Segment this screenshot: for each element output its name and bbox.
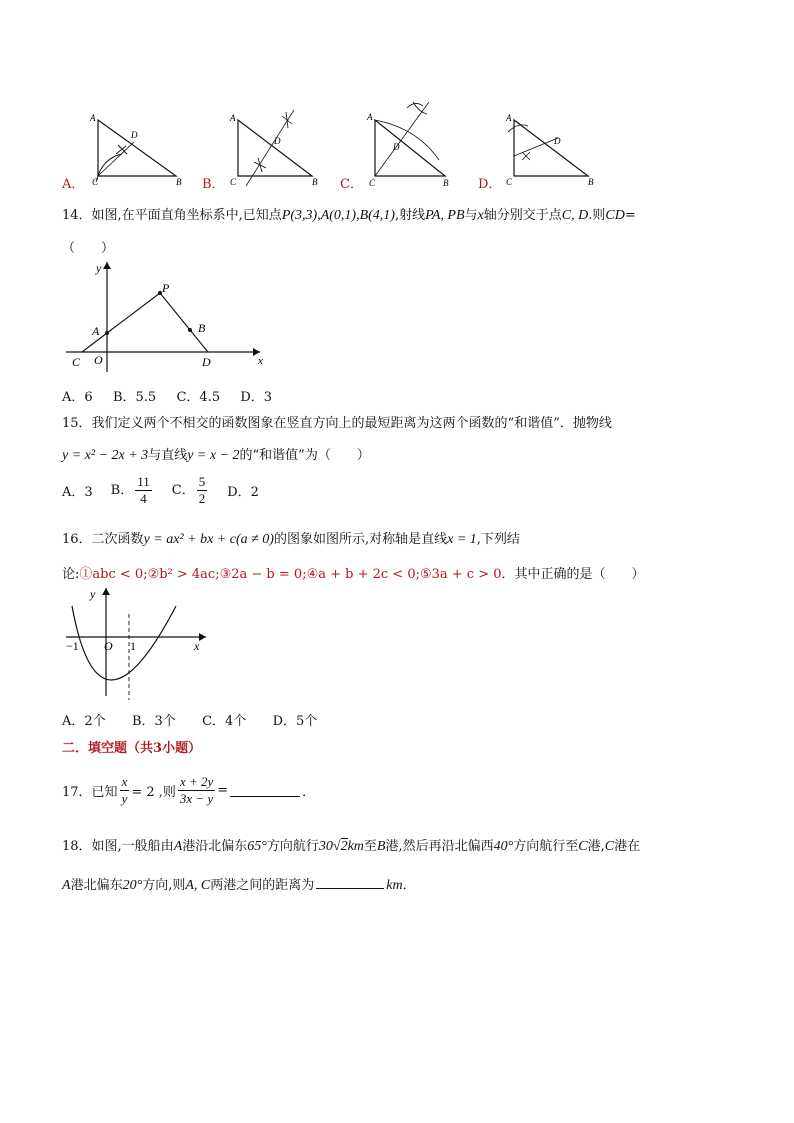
q18-deg1: 65° (247, 839, 267, 854)
q15-line: y = x − 2 (187, 448, 240, 463)
q14-point-p: P(3,3), (281, 208, 321, 223)
q13a-label-a: A (90, 113, 96, 123)
q14-rays: PA, PB (425, 208, 465, 223)
q18-deg3: 20° (122, 878, 143, 893)
q16-axis: x = 1 (447, 532, 477, 547)
q16-options (62, 710, 317, 729)
q14-paren: （ ） (62, 241, 115, 256)
q18-dist (319, 838, 348, 854)
q17-eq2: = 2 ,则 (131, 784, 176, 800)
q13d-label-d: D (554, 136, 561, 146)
q14-figure (60, 258, 280, 376)
q18-line1 (62, 835, 640, 855)
q16-figure (60, 584, 220, 702)
q13a-label-b: B (176, 177, 182, 187)
q15-line2 (62, 444, 370, 464)
q13d-label-b: B (588, 177, 594, 187)
q15-option-c[interactable] (172, 474, 209, 507)
q14-fig-d: D (202, 355, 211, 369)
q15-option-c-den: 2 (198, 491, 206, 506)
q18-b: B (376, 839, 386, 854)
q16-c4: ;④a + b + 2c < 0 (302, 567, 416, 582)
q13-option-d[interactable]: D． (478, 177, 502, 192)
q13-figure-c (365, 100, 485, 190)
q13b-label-d: D (274, 136, 281, 146)
q18-number: 18． (62, 839, 92, 854)
q17-frac1-den: y (121, 790, 128, 806)
q18-end: ． (402, 878, 416, 893)
q18-t9: 港北偏东 (70, 878, 123, 893)
q13d-label-a: A (506, 113, 512, 123)
q13-figure-d (504, 108, 614, 188)
q15-option-b-num: 11 (137, 474, 150, 489)
q13-figure-a (88, 112, 208, 187)
q14-option-d[interactable]: D．3 (240, 390, 273, 405)
q18-c2: C (604, 839, 615, 854)
q15-option-b[interactable] (111, 474, 154, 507)
q14-fig-y: y (96, 261, 102, 275)
q13b-label-b: B (312, 177, 318, 187)
q16-lun: 论: (62, 567, 80, 582)
q17-number: 17． (62, 784, 92, 800)
q17-eq: = (217, 782, 229, 798)
q16-fig-o: O (104, 639, 113, 653)
q14-text-2: ,射线 (394, 208, 426, 223)
q14-point-b: B(4,1) (359, 208, 395, 223)
q18-t8: 港在 (614, 839, 641, 854)
q16-func: y = ax² + bx + c(a ≠ 0) (143, 532, 274, 547)
q15-options (62, 474, 259, 507)
section-2-title: 二．填空题（共 (62, 741, 154, 756)
q14-fig-a: A (92, 324, 100, 338)
q13b-label-a: A (230, 113, 236, 123)
section-2-title2: 小题） (162, 741, 202, 756)
q16-c5: ;⑤3a + c > 0 (415, 567, 502, 582)
q17-frac2 (178, 774, 215, 807)
q14-eq: = (624, 208, 636, 223)
q13-option-a[interactable]: A． (62, 177, 85, 192)
section-2-heading (62, 737, 201, 756)
q14-text-4: 轴分别交于点 (483, 208, 562, 223)
q17-answer-blank[interactable] (230, 784, 300, 797)
q16-line2 (62, 563, 645, 582)
q14-fig-x: x (258, 355, 263, 367)
q18-answer-blank[interactable] (316, 876, 384, 889)
q14-fig-c: C (72, 355, 81, 369)
q14-fig-p: P (162, 281, 170, 295)
q15-option-b-den: 4 (140, 491, 147, 506)
q15-option-c-frac (197, 474, 208, 507)
q16-option-a[interactable]: A．2个 (62, 714, 106, 729)
q14-options (62, 386, 272, 405)
q18-deg2: 40° (493, 839, 514, 854)
q18-dist-a: 30 (318, 839, 333, 854)
q18-ac: A, C (185, 878, 211, 893)
q16-c1: ①abc < 0 (79, 567, 144, 582)
q16-fig-one: 1 (130, 639, 136, 653)
q18-t2: 港沿北偏东 (182, 839, 248, 854)
q18-t10: 方向,则 (142, 878, 186, 893)
q18-unit2: km (386, 878, 403, 893)
q16-line1 (62, 528, 520, 548)
q16-c3: ;③2a − b = 0 (215, 567, 303, 582)
q18-a: A (173, 839, 183, 854)
q15-option-c-num: 5 (198, 474, 206, 489)
q16-number: 16． (62, 532, 92, 547)
q16-intro2: 的图象如图所示,对称轴是直线 (273, 532, 448, 547)
q14-x: x (477, 208, 484, 223)
q15-mid: 与直线 (148, 448, 188, 463)
q18-a2: A (62, 878, 71, 893)
q16-c2: ;②b² > 4ac (143, 567, 216, 582)
q16-fig-y: y (90, 587, 96, 601)
q15-option-a[interactable]: A．3 (62, 485, 93, 500)
q14-text-3: 与 (464, 208, 478, 223)
q13b-label-c: C (230, 177, 237, 187)
q15-number: 15． (62, 416, 92, 431)
q16-intro3: ,下列结 (476, 532, 520, 547)
q18-t7: 港, (587, 839, 605, 854)
q15-tail: 的“和谐值”为（ ） (239, 448, 370, 463)
q13-option-b[interactable]: B． (202, 177, 225, 192)
q14-option-b[interactable]: B．5.5 (112, 390, 157, 405)
q14-fig-o: O (94, 353, 103, 367)
q15-option-c-letter: C． (171, 483, 195, 498)
q13-option-c[interactable]: C． (340, 177, 363, 192)
q15-line1 (62, 412, 612, 431)
q17-frac2-num: x + 2y (179, 773, 214, 789)
q14-option-c[interactable]: C．4.5 (176, 390, 221, 405)
section-2-count: 3 (153, 741, 163, 756)
q17-line (62, 770, 315, 810)
q16-option-d[interactable]: D．5个 (272, 714, 318, 729)
q14-text-5: .则 (588, 208, 606, 223)
q16-tail: ．其中正确的是（ ） (501, 567, 645, 582)
q14-number: 14． (62, 208, 92, 223)
q16-intro: 二次函数 (91, 532, 144, 547)
q18-t3: 方向航行 (266, 839, 319, 854)
sqrt-icon: √ (332, 839, 341, 854)
q14-point-a: A(0,1), (320, 208, 360, 223)
q14-cd: CD (605, 208, 625, 223)
q15-text: 我们定义两个不相交的函数图象在竖直方向上的最短距离为这两个函数的“和谐值”．抛物线 (91, 416, 612, 431)
q14-text-1: 如图,在平面直角坐标系中,已知点 (91, 208, 282, 223)
q18-t4: 至 (363, 839, 377, 854)
q14-cd-points: C, D (561, 208, 589, 223)
q13c-label-c: C (369, 178, 376, 188)
q17-frac1-num: x (121, 773, 128, 789)
q15-option-b-frac (135, 474, 152, 507)
q17-frac1 (120, 774, 130, 807)
q13-figure-b (228, 108, 348, 188)
q18-t11: 两港之间的距离为 (210, 878, 315, 893)
q16-fig-neg1: −1 (66, 639, 79, 653)
q17-known: 已知 (91, 784, 118, 800)
q18-unit: km (347, 839, 364, 854)
q18-t5: 港,然后再沿北偏西 (385, 839, 494, 854)
q13a-label-c: C (92, 177, 99, 187)
q18-line2 (62, 874, 416, 894)
q13c-label-b: B (443, 178, 449, 188)
q15-parabola: y = x² − 2x + 3 (62, 448, 149, 463)
q18-dist-b: 2 (340, 839, 348, 854)
q13a-label-d: D (131, 130, 138, 140)
q17-end: ． (302, 784, 316, 800)
q16-option-c[interactable]: C．4个 (202, 714, 247, 729)
q13c-label-a: A (367, 112, 373, 122)
q16-fig-x: x (194, 639, 200, 653)
q14-fig-b: B (198, 321, 206, 335)
q18-t6: 方向航行至 (513, 839, 579, 854)
q18-t1: 如图,一般船由 (91, 839, 174, 854)
q13c-label-d: D (393, 142, 400, 152)
q15-option-b-letter: B． (110, 483, 134, 498)
q16-option-b[interactable]: B．3个 (131, 714, 176, 729)
q13d-label-c: C (506, 177, 513, 187)
q14-stem (62, 204, 636, 224)
q15-option-d[interactable]: D．2 (227, 485, 259, 500)
q17-frac2-den: 3x − y (179, 790, 214, 806)
q14-option-a[interactable]: A．6 (62, 390, 93, 405)
q18-c: C (578, 839, 588, 854)
